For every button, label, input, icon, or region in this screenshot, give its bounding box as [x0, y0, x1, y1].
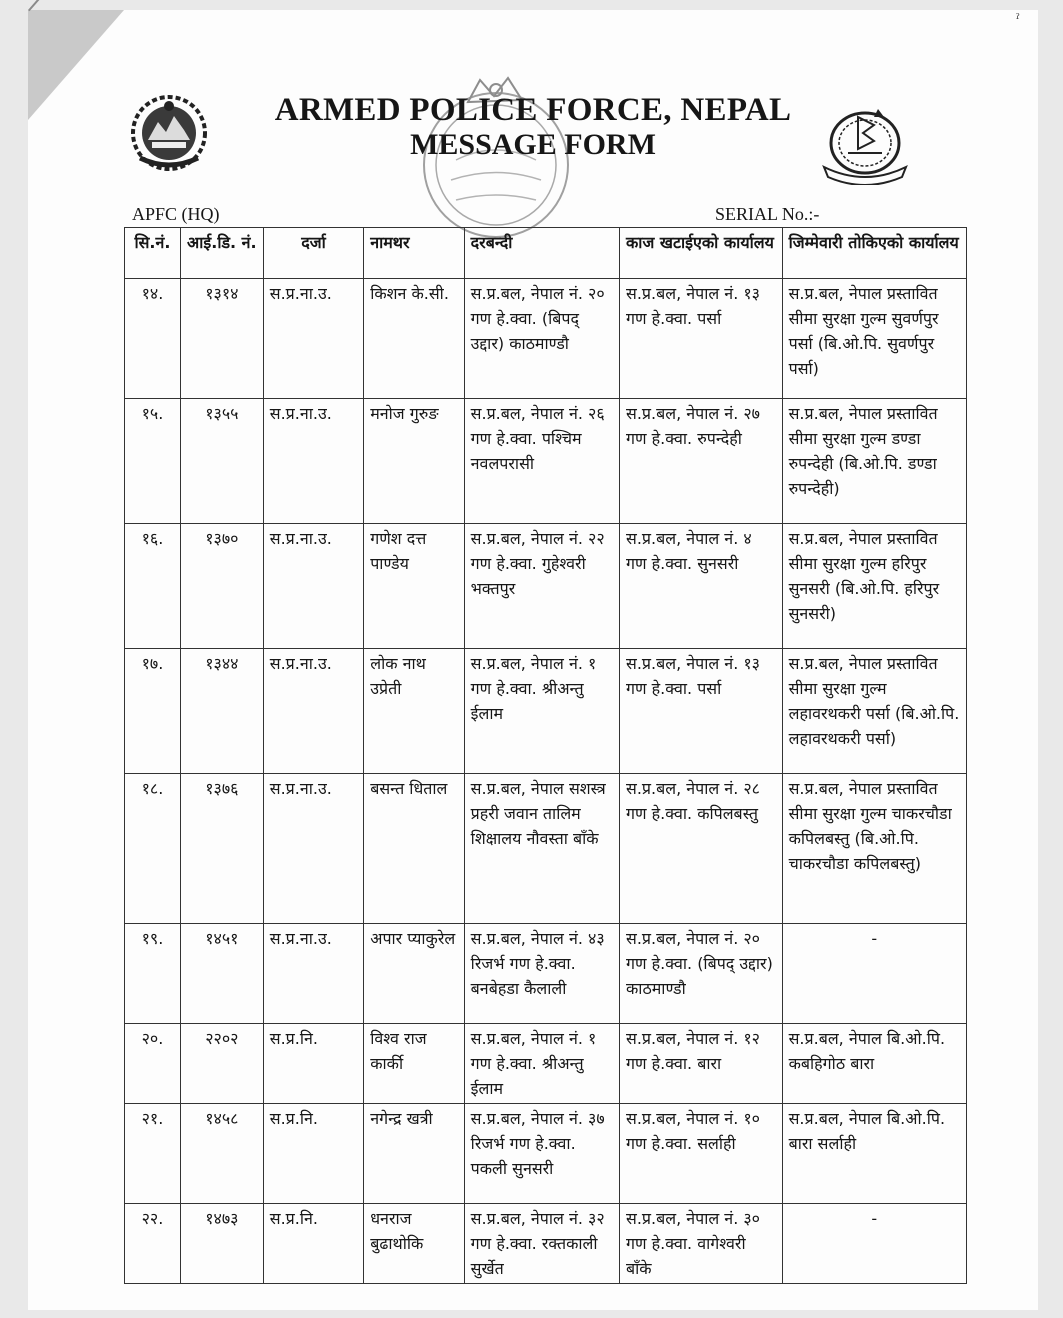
name-cell: किशन के.सी.	[364, 279, 464, 399]
serial-cell: १७.	[125, 649, 181, 774]
name-cell: विश्व राज कार्की	[364, 1024, 464, 1104]
column-header: दरबन्दी	[464, 228, 619, 279]
name-cell: अपार प्याकुरेल	[364, 924, 464, 1024]
serial-cell: १८.	[125, 774, 181, 924]
column-header: काज खटाईएको कार्यालय	[620, 228, 783, 279]
deputed-office-cell: स.प्र.बल, नेपाल नं. २८ गण हे.क्वा. कपिलबस्तु	[620, 774, 783, 924]
table-row	[125, 524, 967, 649]
corner-mark: ˀ	[1016, 12, 1020, 28]
responsible-office-cell: स.प्र.बल, नेपाल प्रस्तावित सीमा सुरक्षा गुल्म चाकरचौडा कपिलबस्तु (बि.ओ.पि. चाकरचौडा कपिलबस्तु)	[782, 774, 966, 924]
deputed-office-cell: स.प्र.बल, नेपाल नं. २० गण हे.क्वा. (बिपद् उद्दार) काठमाण्डौ	[620, 924, 783, 1024]
name-cell: लोक नाथ उप्रेती	[364, 649, 464, 774]
column-header: जिम्मेवारी तोकिएको कार्यालय	[782, 228, 966, 279]
form-title: MESSAGE FORM	[410, 128, 656, 161]
id-cell: १४५१	[180, 924, 263, 1024]
deputed-office-cell: स.प्र.बल, नेपाल नं. १० गण हे.क्वा. सर्लाही	[620, 1104, 783, 1204]
name-cell: नगेन्द्र खत्री	[364, 1104, 464, 1204]
id-cell: १४५८	[180, 1104, 263, 1204]
column-header: आई.डि. नं.	[180, 228, 263, 279]
rank-cell: स.प्र.नि.	[263, 1024, 363, 1104]
responsible-office-cell: स.प्र.बल, नेपाल प्रस्तावित सीमा सुरक्षा गुल्म सुवर्णपुर पर्सा (बि.ओ.पि. सुवर्णपुर पर्सा)	[782, 279, 966, 399]
deputed-office-cell: स.प्र.बल, नेपाल नं. ३० गण हे.क्वा. वागेश्वरी बाँके	[620, 1204, 783, 1284]
rank-cell: स.प्र.ना.उ.	[263, 279, 363, 399]
rank-cell: स.प्र.ना.उ.	[263, 649, 363, 774]
column-header: नामथर	[364, 228, 464, 279]
rank-cell: स.प्र.नि.	[263, 1204, 363, 1284]
responsible-office-cell: स.प्र.बल, नेपाल प्रस्तावित सीमा सुरक्षा गुल्म लहावरथकरी पर्सा (बि.ओ.पि. लहावरथकरी पर्सा)	[782, 649, 966, 774]
serial-cell: १९.	[125, 924, 181, 1024]
serial-cell: १६.	[125, 524, 181, 649]
organization-title: ARMED POLICE FORCE, NEPAL	[274, 92, 792, 128]
column-header: सि.नं.	[125, 228, 181, 279]
name-cell: बसन्त धिताल	[364, 774, 464, 924]
table-row	[125, 1104, 967, 1204]
table-row	[125, 1204, 967, 1284]
reference-office: APFC (HQ)	[132, 204, 220, 224]
message-form-page	[28, 10, 1038, 1310]
posting-cell: स.प्र.बल, नेपाल नं. १ गण हे.क्वा. श्रीअन्तु ईलाम	[464, 1024, 619, 1104]
id-cell: १४७३	[180, 1204, 263, 1284]
name-cell: धनराज बुढाथोकि	[364, 1204, 464, 1284]
posting-cell: स.प्र.बल, नेपाल नं. ४३ रिजर्भ गण हे.क्वा. बनबेहडा कैलाली	[464, 924, 619, 1024]
posting-cell: स.प्र.बल, नेपाल नं. ३२ गण हे.क्वा. रक्तकाली सुर्खेत	[464, 1204, 619, 1284]
responsible-office-cell: स.प्र.बल, नेपाल बि.ओ.पि. कबहिगोठ बारा	[782, 1024, 966, 1104]
id-cell: १३४४	[180, 649, 263, 774]
deputed-office-cell: स.प्र.बल, नेपाल नं. २७ गण हे.क्वा. रुपन्देही	[620, 399, 783, 524]
deputed-office-cell: स.प्र.बल, नेपाल नं. १३ गण हे.क्वा. पर्सा	[620, 649, 783, 774]
posting-cell: स.प्र.बल, नेपाल नं. १ गण हे.क्वा. श्रीअन्तु ईलाम	[464, 649, 619, 774]
serial-cell: २०.	[125, 1024, 181, 1104]
id-cell: २२०२	[180, 1024, 263, 1104]
table-row	[125, 279, 967, 399]
responsible-office-cell: -	[782, 1204, 966, 1284]
responsible-office-cell: स.प्र.बल, नेपाल प्रस्तावित सीमा सुरक्षा गुल्म डण्डा रुपन्देही (बि.ओ.पि. डण्डा रुपन्देही)	[782, 399, 966, 524]
id-cell: १३७०	[180, 524, 263, 649]
posting-cell: स.प्र.बल, नेपाल नं. २२ गण हे.क्वा. गुहेश्वरी भक्तपुर	[464, 524, 619, 649]
table-header-row	[125, 228, 967, 279]
id-cell: १३७६	[180, 774, 263, 924]
apf-emblem-icon	[818, 103, 913, 185]
personnel-table	[124, 227, 967, 1284]
deputed-office-cell: स.प्र.बल, नेपाल नं. १२ गण हे.क्वा. बारा	[620, 1024, 783, 1104]
serial-cell: १४.	[125, 279, 181, 399]
name-cell: मनोज गुरुङ	[364, 399, 464, 524]
rank-cell: स.प्र.नि.	[263, 1104, 363, 1204]
id-cell: १३५५	[180, 399, 263, 524]
serial-cell: १५.	[125, 399, 181, 524]
responsible-office-cell: स.प्र.बल, नेपाल बि.ओ.पि. बारा सर्लाही	[782, 1104, 966, 1204]
table-row	[125, 399, 967, 524]
posting-cell: स.प्र.बल, नेपाल सशस्त्र प्रहरी जवान तालिम शिक्षालय नौवस्ता बाँके	[464, 774, 619, 924]
table-row	[125, 774, 967, 924]
rank-cell: स.प्र.ना.उ.	[263, 774, 363, 924]
deputed-office-cell: स.प्र.बल, नेपाल नं. ४ गण हे.क्वा. सुनसरी	[620, 524, 783, 649]
posting-cell: स.प्र.बल, नेपाल नं. २० गण हे.क्वा. (बिपद् उद्दार) काठमाण्डौ	[464, 279, 619, 399]
rank-cell: स.प्र.ना.उ.	[263, 924, 363, 1024]
deputed-office-cell: स.प्र.बल, नेपाल नं. १३ गण हे.क्वा. पर्सा	[620, 279, 783, 399]
name-cell: गणेश दत्त पाण्डेय	[364, 524, 464, 649]
form-header	[28, 10, 1038, 224]
rank-cell: स.प्र.ना.उ.	[263, 399, 363, 524]
serial-cell: २२.	[125, 1204, 181, 1284]
column-header: दर्जा	[263, 228, 363, 279]
serial-number-label: SERIAL No.:-	[715, 204, 820, 224]
table-row	[125, 649, 967, 774]
posting-cell: स.प्र.बल, नेपाल नं. ३७ रिजर्भ गण हे.क्वा. पकली सुनसरी	[464, 1104, 619, 1204]
serial-cell: २१.	[125, 1104, 181, 1204]
table-row	[125, 1024, 967, 1104]
responsible-office-cell: -	[782, 924, 966, 1024]
posting-cell: स.प्र.बल, नेपाल नं. २६ गण हे.क्वा. पश्चिम नवलपरासी	[464, 399, 619, 524]
responsible-office-cell: स.प्र.बल, नेपाल प्रस्तावित सीमा सुरक्षा गुल्म हरिपुर सुनसरी (बि.ओ.पि. हरिपुर सुनसरी)	[782, 524, 966, 649]
table-row	[125, 924, 967, 1024]
rank-cell: स.प्र.ना.उ.	[263, 524, 363, 649]
id-cell: १३१४	[180, 279, 263, 399]
